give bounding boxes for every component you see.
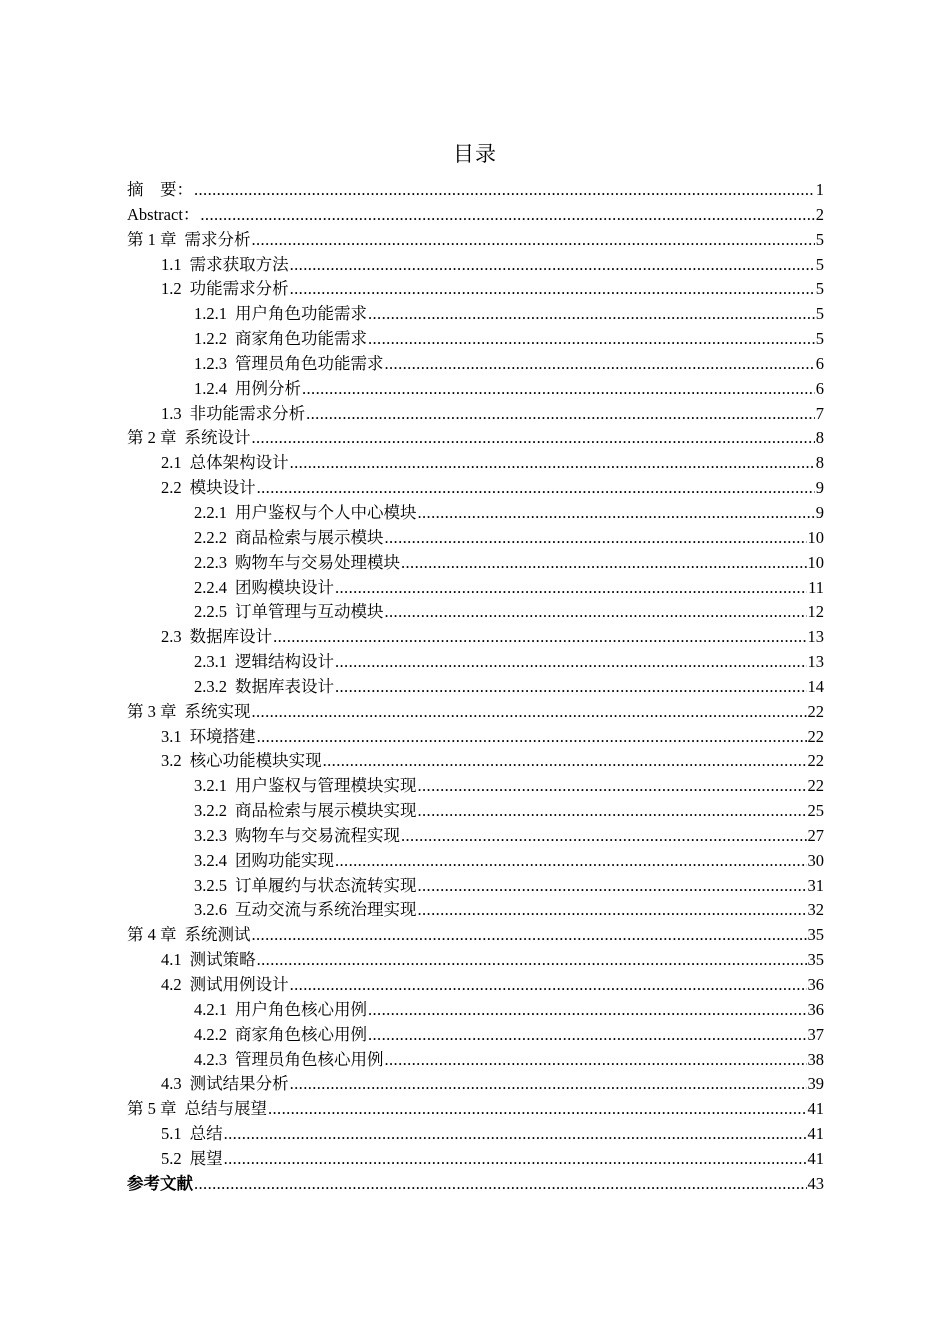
toc-entry-title: 用户鉴权与个人中心模块 — [235, 502, 417, 522]
toc-page-number: 11 — [808, 577, 824, 597]
toc-entry-title: 非功能需求分析 — [189, 403, 306, 423]
toc-dot-leader — [257, 725, 807, 750]
toc-entry-title: 系统实现 — [184, 701, 251, 721]
toc-entry-title: 数据库表设计 — [235, 676, 334, 696]
toc-entry-title: 商家角色核心用例 — [235, 1024, 367, 1044]
toc-dot-leader — [200, 203, 814, 228]
toc-entry-number: 1.2.4 — [194, 378, 227, 398]
toc-page-number: 5 — [815, 254, 824, 274]
toc-entry[interactable] — [127, 923, 824, 948]
toc-entry-number: 4.1 — [161, 950, 182, 970]
toc-entry-number: 2.3 — [161, 627, 182, 647]
toc-entry-title: 商家角色功能需求 — [235, 329, 367, 349]
toc-entry-title: 商品检索与展示模块实现 — [235, 801, 417, 821]
toc-entry[interactable] — [127, 650, 824, 675]
toc-entry-number: 第 3 章 — [127, 701, 177, 721]
toc-entry[interactable] — [127, 352, 824, 377]
toc-entry-title: 摘 要： — [127, 180, 193, 199]
toc-dot-leader — [418, 501, 815, 526]
toc-entry-title: 订单履约与状态流转实现 — [235, 875, 417, 895]
toc-page-number: 2 — [815, 204, 824, 224]
toc-dot-leader — [290, 973, 807, 998]
toc-entry[interactable] — [127, 576, 824, 601]
toc-entry-number: 3.2.1 — [194, 776, 227, 796]
toc-page-number: 9 — [815, 478, 824, 498]
toc-dot-leader — [418, 874, 807, 899]
toc-entry-number: 5.2 — [161, 1148, 182, 1168]
toc-page-number: 13 — [807, 627, 824, 647]
toc-dot-leader — [290, 253, 815, 278]
toc-dot-leader — [252, 228, 815, 253]
toc-entry-number: 1.2.2 — [194, 329, 227, 349]
toc-entry[interactable] — [127, 277, 824, 302]
toc-entry-number: 第 4 章 — [127, 925, 177, 945]
toc-page-number: 32 — [807, 900, 824, 920]
toc-entry[interactable] — [127, 402, 824, 427]
toc-entry[interactable] — [127, 700, 824, 725]
toc-entry-number: 4.2 — [161, 975, 182, 994]
toc-entry-number: 2.2.3 — [194, 552, 227, 572]
toc-page-number: 6 — [815, 378, 824, 398]
toc-entry-title: 互动交流与系统治理实现 — [235, 900, 417, 920]
toc-entry-number: 1.2 — [161, 279, 182, 299]
toc-entry-number: 4.2.2 — [194, 1024, 227, 1044]
toc-entry-title: 逻辑结构设计 — [235, 652, 334, 672]
toc-entry-number: 3.1 — [161, 726, 182, 746]
toc-entry-number: 2.2.5 — [194, 602, 227, 622]
toc-entry-number: 3.2 — [161, 751, 182, 771]
toc-entry-number: 第 1 章 — [127, 229, 177, 249]
toc-entry-title: 展望 — [189, 1148, 223, 1168]
toc-page-number: 10 — [807, 527, 824, 547]
toc-page-number: 37 — [807, 1024, 824, 1044]
toc-page-number: 5 — [815, 229, 824, 249]
toc-entry[interactable] — [127, 973, 824, 998]
toc-entry-number: 4.2.1 — [194, 999, 227, 1019]
toc-dot-leader — [418, 799, 807, 824]
toc-dot-leader — [306, 402, 815, 427]
toc-dot-leader — [335, 675, 807, 700]
toc-entry-title: 用户角色功能需求 — [235, 304, 367, 324]
toc-dot-leader — [302, 377, 815, 402]
toc-dot-leader — [368, 998, 807, 1023]
toc-entry-number: 3.2.4 — [194, 850, 227, 870]
toc-entry-number: 2.1 — [161, 453, 182, 473]
toc-page-number: 36 — [807, 975, 824, 994]
toc-entry[interactable] — [127, 774, 824, 799]
toc-entry[interactable] — [127, 898, 824, 923]
toc-dot-leader — [273, 625, 806, 650]
toc-dot-leader — [257, 948, 807, 973]
toc-page-number: 22 — [807, 751, 824, 771]
toc-entry[interactable] — [127, 600, 824, 625]
toc-entry[interactable] — [127, 625, 824, 650]
toc-entry-number: 2.3.2 — [194, 676, 227, 696]
toc-entry-title: 总体架构设计 — [189, 453, 289, 473]
toc-entry-number: 2.3.1 — [194, 652, 227, 672]
toc-dot-leader — [323, 749, 807, 774]
toc-entry[interactable] — [127, 228, 824, 253]
toc-entry[interactable] — [127, 327, 824, 352]
toc-dot-leader — [385, 600, 807, 625]
toc-entry[interactable] — [127, 302, 824, 327]
toc-entry[interactable] — [127, 874, 824, 899]
toc-entry-number: 3.2.5 — [194, 875, 227, 895]
toc-entry-title: 需求分析 — [184, 229, 251, 249]
toc-entry-number: 第 2 章 — [127, 428, 177, 448]
toc-entry[interactable] — [127, 426, 824, 451]
toc-page-number: 5 — [815, 329, 824, 349]
toc-entry-number: 4.3 — [161, 1074, 182, 1094]
toc-dot-leader — [224, 1122, 807, 1147]
toc-entry[interactable] — [127, 476, 824, 501]
toc-dot-leader — [290, 451, 815, 476]
toc-dot-leader — [335, 576, 807, 601]
toc-entry[interactable] — [127, 1048, 824, 1073]
toc-dot-leader — [401, 824, 807, 849]
toc-entry[interactable] — [127, 1097, 824, 1122]
toc-entry-number: 2.2 — [161, 478, 182, 498]
toc-dot-leader — [385, 526, 807, 551]
toc-entry-title: 商品检索与展示模块 — [235, 527, 384, 547]
toc-entry[interactable] — [127, 501, 824, 526]
toc-page-number: 43 — [807, 1173, 824, 1193]
toc-entry[interactable] — [127, 203, 824, 228]
toc-dot-leader — [252, 700, 807, 725]
toc-entry[interactable] — [127, 551, 824, 576]
toc-page-number: 41 — [807, 1124, 824, 1144]
toc-entry-number: 1.1 — [161, 254, 182, 274]
toc-entry-title: 用户角色核心用例 — [235, 999, 367, 1019]
toc-dot-leader — [252, 923, 807, 948]
toc-entry-number: 1.2.1 — [194, 304, 227, 324]
toc-dot-leader — [418, 898, 807, 923]
toc-entry-number: 2.2.2 — [194, 527, 227, 547]
toc-page-number: 6 — [815, 353, 824, 373]
toc-page-number: 22 — [807, 726, 824, 746]
toc-entry[interactable] — [127, 1072, 824, 1097]
toc-page-number: 1 — [815, 180, 824, 199]
toc-dot-leader — [368, 327, 815, 352]
toc-entry-number: 2.2.4 — [194, 577, 227, 597]
toc-title: 目录 — [453, 142, 497, 166]
toc-dot-leader — [290, 277, 815, 302]
toc-dot-leader — [335, 650, 807, 675]
toc-entry-title: 团购功能实现 — [235, 850, 334, 870]
toc-entry-title: 测试策略 — [189, 950, 256, 970]
toc-entry[interactable] — [127, 178, 824, 203]
toc-page-number: 38 — [807, 1049, 824, 1069]
toc-page-number: 22 — [807, 701, 824, 721]
toc-entry[interactable] — [127, 451, 824, 476]
toc-entry-title: 测试用例设计 — [189, 975, 289, 994]
toc-page-number: 39 — [807, 1074, 824, 1094]
toc-page-number: 27 — [807, 825, 824, 845]
toc-dot-leader — [385, 352, 815, 377]
toc-dot-leader — [385, 1048, 807, 1073]
toc-page-number: 8 — [815, 453, 824, 473]
toc-entry-number: 4.2.3 — [194, 1049, 227, 1069]
toc-page-number: 36 — [807, 999, 824, 1019]
toc-entry-title: 管理员角色功能需求 — [235, 353, 384, 373]
toc-entry-title: 功能需求分析 — [189, 279, 289, 299]
toc-entry-title: 环境搭建 — [189, 726, 256, 746]
toc-dot-leader — [252, 426, 815, 451]
toc-page-number: 14 — [807, 676, 824, 696]
toc-entry[interactable] — [127, 824, 824, 849]
toc-entry[interactable] — [127, 1147, 824, 1172]
toc-page-number: 22 — [807, 776, 824, 796]
toc-entry-title: 系统测试 — [184, 925, 251, 945]
toc-page-number: 5 — [815, 304, 824, 324]
toc-entry-title: 管理员角色核心用例 — [235, 1049, 384, 1069]
toc-dot-leader — [257, 476, 815, 501]
toc-page-number: 35 — [807, 925, 824, 945]
toc-page-number: 10 — [807, 552, 824, 572]
toc-dot-leader — [290, 1072, 807, 1097]
toc-entry-number: 3.2.3 — [194, 825, 227, 845]
toc-entry[interactable] — [127, 749, 824, 774]
toc-entry-title: 总结与展望 — [184, 1099, 267, 1119]
toc-entry-title: 测试结果分析 — [189, 1074, 289, 1094]
toc-dot-leader — [368, 1023, 807, 1048]
toc-entry[interactable] — [127, 948, 824, 973]
toc-entry-title: 用例分析 — [235, 378, 301, 398]
toc-entry-title: 需求获取方法 — [189, 254, 289, 274]
toc-page-number: 13 — [807, 652, 824, 672]
toc-entry[interactable] — [127, 526, 824, 551]
toc-entry[interactable] — [127, 1023, 824, 1048]
toc-dot-leader — [194, 1172, 807, 1197]
toc-page-number: 9 — [815, 502, 824, 522]
toc-entry[interactable] — [127, 377, 824, 402]
toc-page-number: 41 — [807, 1148, 824, 1168]
toc-entry-title: 订单管理与互动模块 — [235, 602, 384, 622]
toc-entry-title: Abstract： — [127, 204, 200, 224]
toc-page-number: 7 — [815, 403, 824, 423]
toc-entry[interactable] — [127, 675, 824, 700]
toc-entry-number: 1.2.3 — [194, 353, 227, 373]
toc-entry-title: 用户鉴权与管理模块实现 — [235, 776, 417, 796]
toc-entry-number: 2.2.1 — [194, 502, 227, 522]
toc-dot-leader — [194, 178, 815, 203]
toc-entry[interactable] — [127, 998, 824, 1023]
toc-page-number: 35 — [807, 950, 824, 970]
toc-page-number: 30 — [807, 850, 824, 870]
toc-entry-title: 核心功能模块实现 — [189, 751, 322, 771]
toc-entry-title: 购物车与交易处理模块 — [235, 552, 400, 572]
toc-entry-number: 3.2.2 — [194, 801, 227, 821]
toc-dot-leader — [224, 1147, 807, 1172]
toc-dot-leader — [335, 849, 807, 874]
toc-dot-leader — [368, 302, 815, 327]
toc-entry-title: 团购模块设计 — [235, 577, 334, 597]
toc-page-number: 25 — [807, 801, 824, 821]
toc-entry-title: 购物车与交易流程实现 — [235, 825, 400, 845]
toc-entry-title: 参考文献 — [127, 1173, 193, 1193]
toc-entry-number: 第 5 章 — [127, 1099, 177, 1119]
toc-dot-leader — [401, 551, 807, 576]
toc-entry-number: 5.1 — [161, 1124, 182, 1144]
toc-entry-title: 模块设计 — [189, 478, 256, 498]
toc-page-number: 12 — [807, 602, 824, 622]
toc-list — [127, 178, 824, 1197]
toc-page-number: 31 — [807, 875, 824, 895]
toc-entry[interactable] — [127, 253, 824, 278]
toc-entry-title: 系统设计 — [184, 428, 251, 448]
toc-entry-title: 数据库设计 — [189, 627, 273, 647]
toc-page-number: 41 — [807, 1099, 824, 1119]
toc-entry[interactable] — [127, 1172, 824, 1197]
toc-entry-title: 总结 — [189, 1124, 223, 1144]
toc-dot-leader — [418, 774, 807, 799]
toc-entry[interactable] — [127, 1122, 824, 1147]
toc-entry[interactable] — [127, 849, 824, 874]
toc-page-number: 5 — [815, 279, 824, 299]
toc-page-number: 8 — [815, 428, 824, 448]
toc-entry-number: 1.3 — [161, 403, 182, 423]
toc-entry[interactable] — [127, 799, 824, 824]
toc-entry-number: 3.2.6 — [194, 900, 227, 920]
toc-dot-leader — [268, 1097, 807, 1122]
toc-entry[interactable] — [127, 725, 824, 750]
